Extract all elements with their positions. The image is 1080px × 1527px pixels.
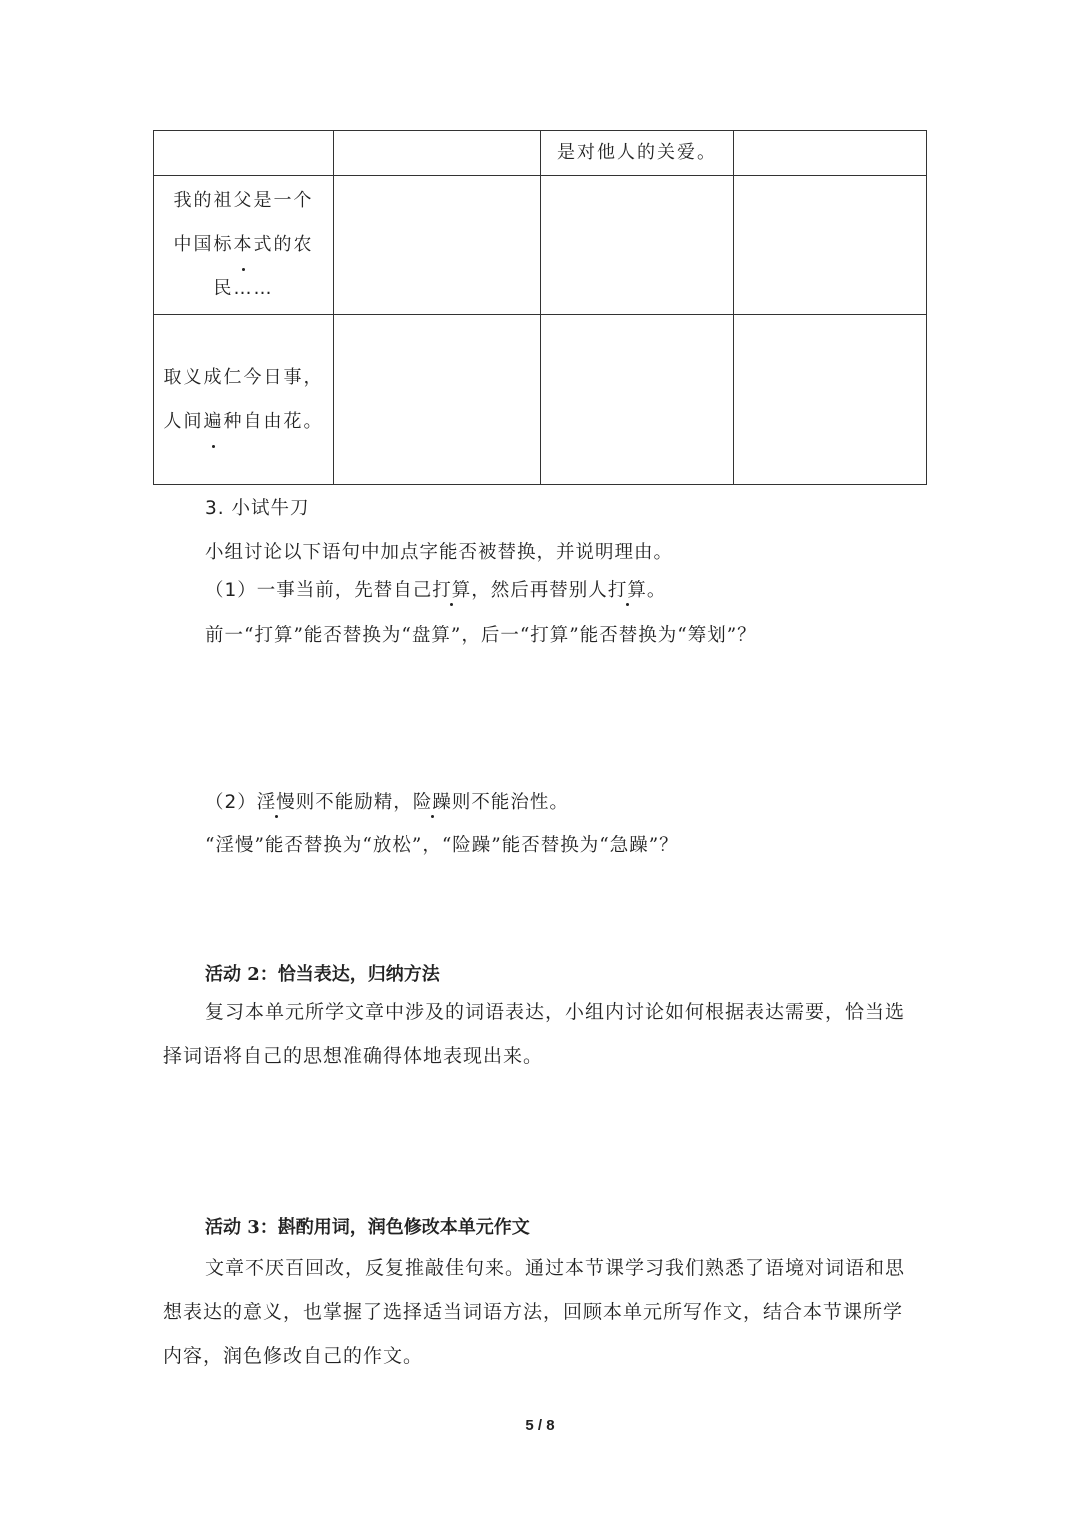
- emphasis-word: 淫慢: [257, 788, 296, 814]
- table-cell: [154, 131, 334, 176]
- table-row: [154, 315, 927, 485]
- table-cell-quote: [154, 176, 334, 315]
- activity-3-body: 文章不厌百回改，反复推敲佳句来。通过本节课学习我们熟悉了语境对词语和思想表达的意义，也掌握了选择适当词语方法，回顾本单元所写作文，结合本节课所学内容，润色修改自己的作文。: [163, 1257, 906, 1367]
- table-cell: [334, 176, 541, 315]
- emphasis-word: 险躁: [413, 788, 452, 814]
- question-1-prompt: 前一“打算”能否替换为“盘算”，后一“打算”能否替换为“筹划”？: [205, 625, 757, 646]
- section-title: 3. 小试牛刀: [205, 498, 310, 519]
- table-cell: [734, 131, 927, 176]
- table-cell: [334, 315, 541, 485]
- activity-2-body: 复习本单元所学文章中涉及的词语表达，小组内讨论如何根据表达需要，恰当选择词语将自己的思想准确得体地表现出来。: [163, 1001, 906, 1067]
- quote-line: 人间遍种自由花。: [154, 400, 333, 444]
- quote-line: 取义成仁今日事，: [163, 366, 324, 388]
- quote-line: 中国标本式的农: [154, 223, 333, 267]
- table-cell: [541, 315, 734, 485]
- question-1-sentence: （1）一事当前，先替自己打算，然后再替别人打算。: [205, 576, 666, 602]
- activity-3-heading: 活动 3：斟酌用词，润色修改本单元作文: [205, 1217, 530, 1238]
- question-2-prompt: “淫慢”能否替换为“放松”，“险躁”能否替换为“急躁”？: [205, 835, 679, 856]
- activity-2-heading: 活动 2：恰当表达，归纳方法: [205, 964, 440, 985]
- quote-line: 我的祖父是一个: [173, 190, 314, 211]
- quote-line: 民……: [213, 278, 274, 299]
- table-cell: 是对他人的关爱。: [541, 131, 734, 176]
- emphasis-dot-char: 遍: [204, 400, 224, 444]
- table-cell: [734, 176, 927, 315]
- table-cell: [734, 315, 927, 485]
- table-row: [154, 131, 927, 176]
- analysis-table: [153, 130, 927, 485]
- emphasis-dot-char: 本: [234, 223, 254, 267]
- emphasis-word: 打算: [432, 576, 471, 602]
- page-number: 5 / 8: [525, 1417, 555, 1434]
- emphasis-word: 打算: [608, 576, 647, 602]
- table-row: [154, 176, 927, 315]
- table-cell-quote: [154, 315, 334, 485]
- table-cell: [541, 176, 734, 315]
- section-intro: 小组讨论以下语句中加点字能否被替换，并说明理由。: [205, 542, 674, 563]
- question-2-sentence: （2）淫慢则不能励精，险躁则不能治性。: [205, 788, 569, 814]
- table-cell: [334, 131, 541, 176]
